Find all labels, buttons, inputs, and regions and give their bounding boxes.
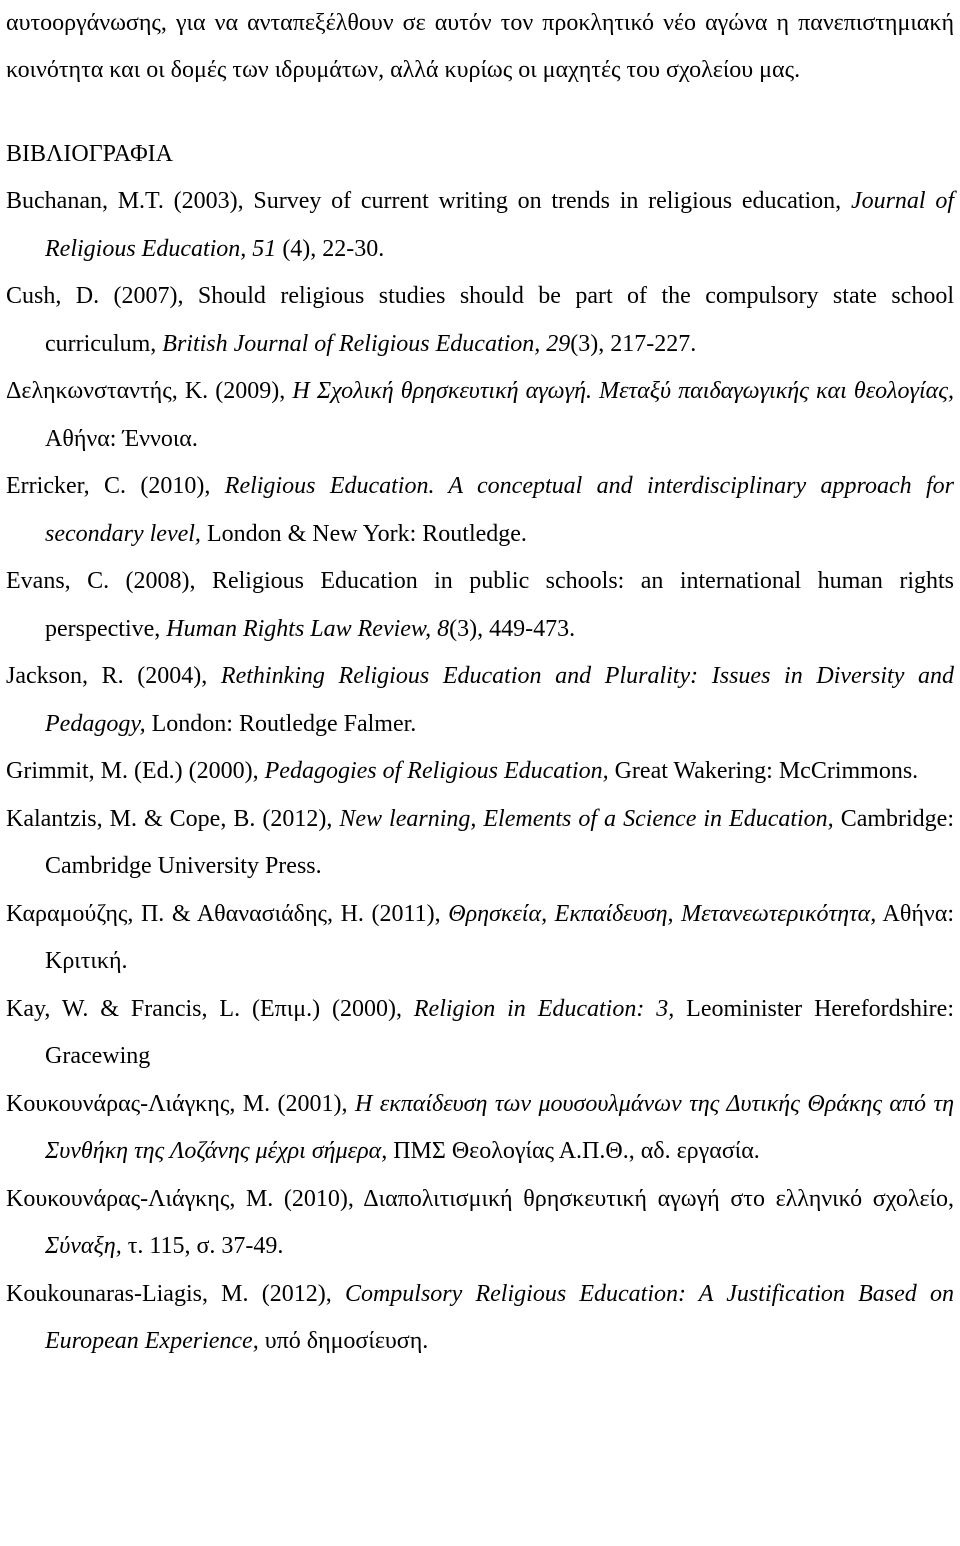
reference-list [6, 178, 954, 1366]
intro-paragraph: αυτοοργάνωσης, για να ανταπεξέλθουν σε αυτόν τον προκλητικό νέο αγώνα η πανεπιστημιακή κοινότητα και οι δομές των ιδρυμάτων, αλλά κυρίως οι μαχητές του σχολείου μας. [6, 10, 954, 83]
reference-item: Grimmit, M. (Ed.) (2000), Pedagogies of Religious Education, Great Wakering: McCrimmons. [6, 758, 919, 784]
reference-item: Δεληκωνσταντής, Κ. (2009), Η Σχολική θρησκευτική αγωγή. Μεταξύ παιδαγωγικής και θεολογίας, Αθήνα: Έννοια. [6, 378, 955, 452]
reference-item: Evans, C. (2008), Religious Education in public schools: an international human rights perspective, Human Rights Law Review, 8(3), 449-473. [6, 568, 954, 642]
reference-item: Κουκουνάρας-Λιάγκης, Μ. (2001), Η εκπαίδευση των μουσουλμάνων της Δυτικής Θράκης από τη Συνθήκη της Λοζάνης μέχρι σήμερα, ΠΜΣ Θεολογίας Α.Π.Θ., αδ. εργασία. [6, 1090, 954, 1164]
reference-item: Kay, W. & Francis, L. (Επιμ.) (2000), Religion in Education: 3, Leominister Herefordshire: Gracewing [6, 995, 954, 1069]
reference-item: Κουκουνάρας-Λιάγκης, Μ. (2010), Διαπολιτισμική θρησκευτική αγωγή στο ελληνικό σχολείο, Σύναξη, τ. 115, σ. 37-49. [6, 1185, 954, 1259]
document-page [6, 0, 954, 1366]
reference-item: Καραμούζης, Π. & Αθανασιάδης, Η. (2011), Θρησκεία, Εκπαίδευση, Μετανεωτερικότητα, Αθήνα: Κριτική. [6, 900, 954, 974]
bibliography-heading: ΒΙΒΛΙΟΓΡΑΦΙΑ [6, 141, 173, 167]
reference-item: Koukounaras-Liagis, M. (2012), Compulsory Religious Education: A Justification Based on European Experience, υπό δημοσίευση. [6, 1280, 954, 1354]
reference-item: Cush, D. (2007), Should religious studies should be part of the compulsory state school curriculum, British Journal of Religious Education, 29(3), 217-227. [6, 283, 954, 357]
reference-item: Erricker, C. (2010), Religious Education. A conceptual and interdisciplinary approach for secondary level, London & New York: Routledge. [6, 473, 955, 547]
reference-item: Jackson, R. (2004), Rethinking Religious Education and Plurality: Issues in Diversity and Pedagogy, London: Routledge Falmer. [6, 663, 954, 737]
reference-item: Buchanan, M.T. (2003), Survey of current writing on trends in religious education, Journal of Religious Education, 51 (4), 22-30. [6, 188, 955, 262]
reference-item: Kalantzis, M. & Cope, B. (2012), New learning, Elements of a Science in Education, Cambridge: Cambridge University Press. [6, 805, 955, 879]
